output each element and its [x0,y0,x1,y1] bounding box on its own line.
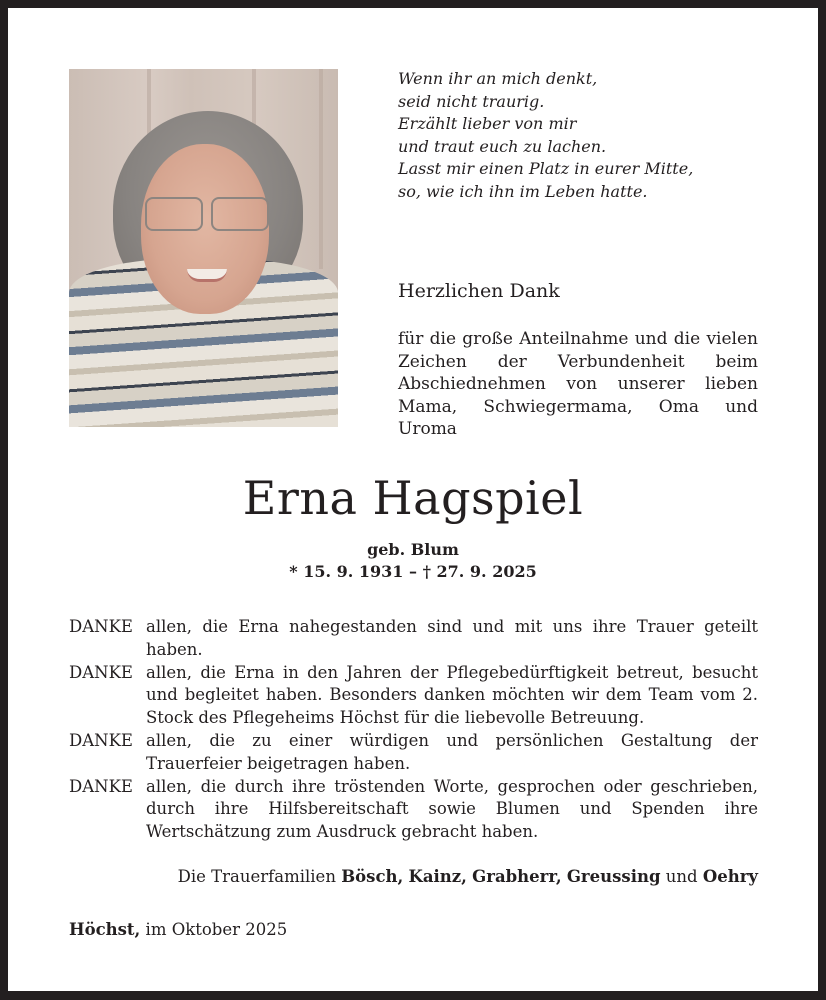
danke-text: allen, die Erna in den Jahren der Pflegebedürftigkeit betreut, besucht und begleitet haben. Besonders danken möchten wir dem Team vom 2. Stock des Pflegeheims Höchst für die liebevolle Betreuung. [146,662,758,728]
date: im Oktober 2025 [145,920,288,939]
wall-plank [319,69,323,269]
signoff-prefix: Die Trauerfamilien [177,867,336,886]
danke-text: allen, die durch ihre tröstenden Worte, gesprochen oder geschrieben, durch ihre Hilfsbereitschaft sowie Blumen und Spenden ihre Wertschätzung zum Ausdruck gebracht haben. [146,776,758,842]
danke-label: DANKE [69,776,133,796]
family-name: Grabherr, [472,867,562,886]
poem-line: Erzählt lieber von mir [398,114,577,134]
family-name: Kainz, [408,867,467,886]
glasses-right-lens [211,197,269,231]
danke-item [69,662,758,730]
danke-label: DANKE [69,730,133,750]
poem [398,68,798,204]
poem-line: und traut euch zu lachen. [398,136,607,156]
danke-item [69,730,758,776]
danke-item [69,776,758,844]
family-name: Bösch, [341,867,404,886]
danke-label: DANKE [69,662,133,682]
family-signoff [69,867,758,886]
thanks-title: Herzlichen Dank [398,280,560,302]
danke-list [69,616,758,844]
poem-line: Lasst mir einen Platz in eurer Mitte, [398,159,694,179]
danke-text: allen, die zu einer würdigen und persönlichen Gestaltung der Trauerfeier beigetragen haben. [146,730,758,773]
place: Höchst, [69,920,141,939]
thanks-text: für die große Anteilnahme und die vielen Zeichen der Verbundenheit beim Abschiednehmen von unserer lieben Mama, Schwiegermama, Oma und Uroma [398,329,758,440]
signoff-conjunction: und [665,867,698,886]
poem-line: seid nicht traurig. [398,91,545,111]
life-dates: * 15. 9. 1931 – † 27. 9. 2025 [289,562,537,581]
deceased-name: Erna Hagspiel [242,471,584,525]
danke-item [69,616,758,662]
poem-line: so, wie ich ihn im Leben hatte. [398,181,648,201]
family-name: Oehry [702,867,758,886]
danke-text: allen, die Erna nahegestanden sind und mit uns ihre Trauer geteilt haben. [146,617,758,659]
glasses-left-lens [145,197,203,231]
portrait-photo [69,69,338,427]
born-name: geb. Blum [367,540,459,559]
place-date [69,920,287,939]
obituary-page [8,8,818,991]
family-name: Greussing [566,867,661,886]
danke-label: DANKE [69,617,133,636]
poem-line: Wenn ihr an mich denkt, [398,69,598,88]
